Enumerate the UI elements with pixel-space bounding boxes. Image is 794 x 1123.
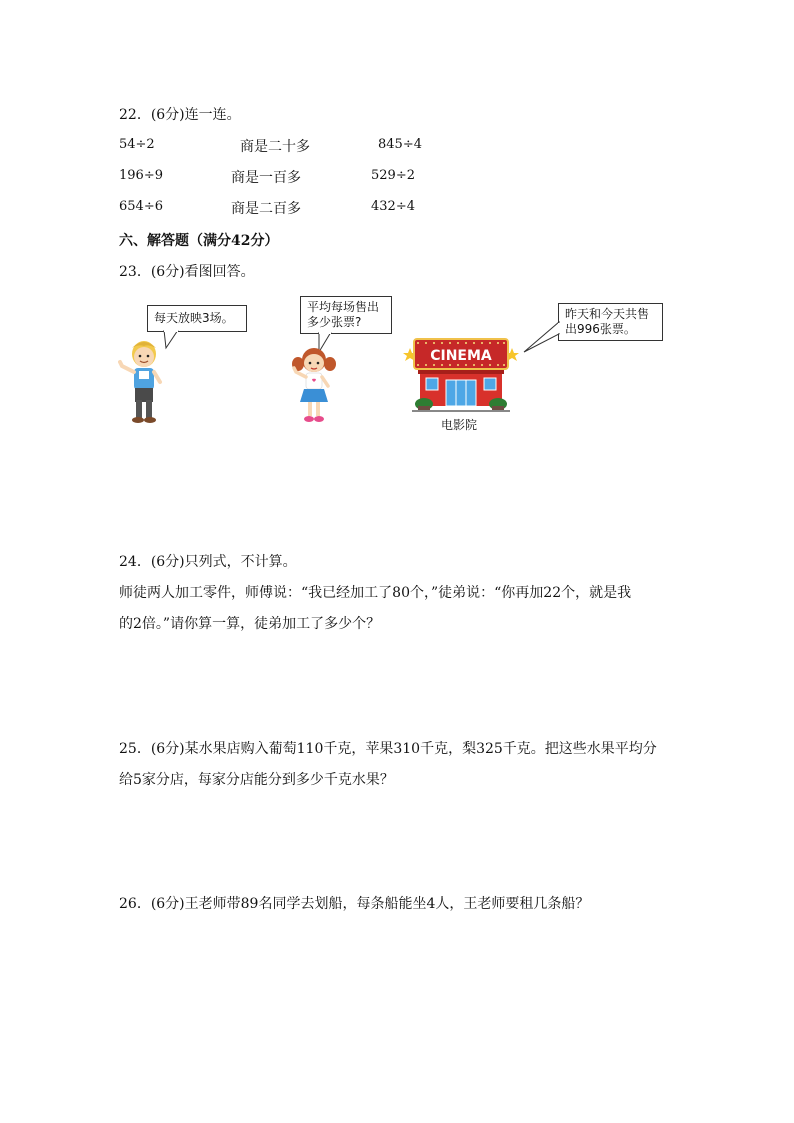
q22-row3-middle: 商是二百多 bbox=[231, 201, 301, 217]
q26-line1: 26．(6分)王老师带89名同学去划船，每条船能坐4人，王老师要租几条船？ bbox=[119, 896, 590, 912]
q23-title: 23．(6分)看图回答。 bbox=[119, 264, 255, 280]
q22-row2-right: 529÷2 bbox=[371, 168, 415, 183]
speech-bubble-girl-line1: 平均每场售出 bbox=[307, 300, 380, 314]
q24-line1: 师徒两人加工零件，师傅说：“我已经加工了80个，”徒弟说：“你再加22个，就是我 bbox=[119, 585, 632, 601]
q22-row1-left: 54÷2 bbox=[119, 137, 155, 152]
speech-bubble-boy-text: 每天放映3场。 bbox=[154, 311, 234, 325]
q25-line2: 给5家分店，每家分店能分到多少千克水果？ bbox=[119, 772, 394, 788]
q22-row3-left: 654÷6 bbox=[119, 199, 163, 214]
bubble-tail-cinema bbox=[522, 318, 562, 354]
cinema-sign-text: CINEMA bbox=[430, 348, 492, 364]
speech-bubble-cinema bbox=[558, 303, 663, 341]
q22-row1-middle: 商是二十多 bbox=[240, 139, 310, 155]
q22-row2-middle: 商是一百多 bbox=[231, 170, 301, 186]
speech-bubble-girl bbox=[300, 296, 392, 334]
q25-line1: 25．(6分)某水果店购入葡萄110千克，苹果310千克，梨325千克。把这些水果平均分 bbox=[119, 741, 657, 757]
speech-bubble-boy bbox=[147, 305, 247, 332]
boy-illustration-icon bbox=[118, 338, 166, 424]
speech-bubble-cinema-line2: 出996张票。 bbox=[565, 322, 636, 336]
q22-row3-right: 432÷4 bbox=[371, 199, 415, 214]
girl-illustration-icon bbox=[288, 346, 340, 424]
speech-bubble-girl-line2: 多少张票? bbox=[307, 315, 362, 329]
cinema-caption: 电影院 bbox=[441, 418, 478, 432]
section-title: 六、解答题（满分42分） bbox=[119, 233, 279, 249]
speech-bubble-cinema-line1: 昨天和今天共售 bbox=[565, 307, 650, 321]
q24-title: 24．(6分)只列式，不计算。 bbox=[119, 554, 297, 570]
q22-row2-left: 196÷9 bbox=[119, 168, 163, 183]
q22-row1-right: 845÷4 bbox=[378, 137, 422, 152]
q24-line2: 的2倍。”请你算一算，徒弟加工了多少个？ bbox=[119, 616, 381, 632]
cinema-building-icon bbox=[402, 336, 520, 412]
q22-title: 22．(6分)连一连。 bbox=[119, 107, 241, 123]
